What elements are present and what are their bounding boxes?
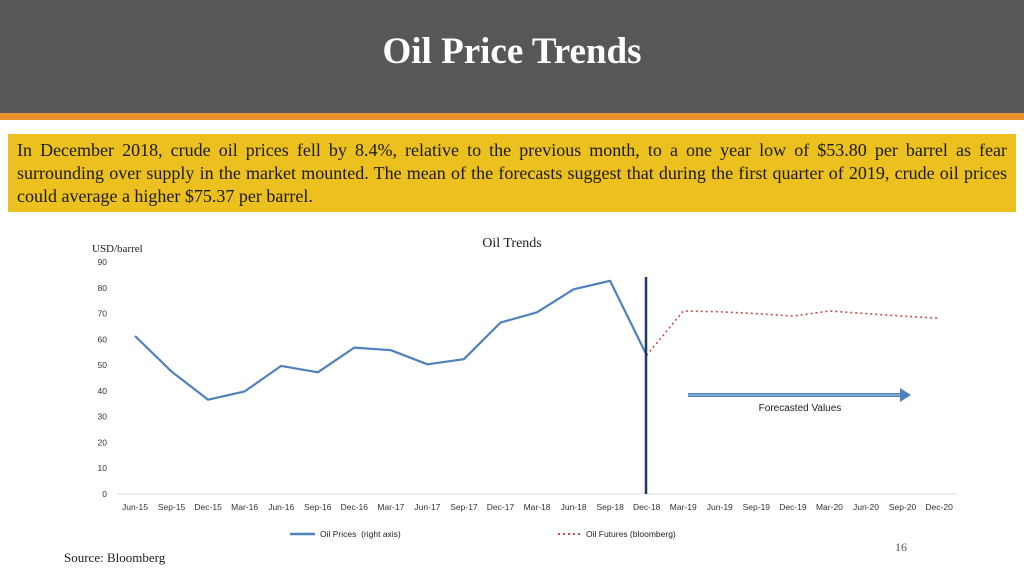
source-note: Source: Bloomberg <box>64 550 166 565</box>
series-line-oil-prices <box>135 281 647 400</box>
x-tick-label: Sep-18 <box>596 502 624 512</box>
x-tick-label: Dec-19 <box>779 502 807 512</box>
x-tick-label: Jun-17 <box>414 502 441 512</box>
x-tick-label: Mar-16 <box>231 502 259 512</box>
x-tick-label: Dec-15 <box>194 502 222 512</box>
summary-text: In December 2018, crude oil prices fell by 8.4%, relative to the previous month, to a one year low of $53.80 per barrel as fear surrounding over supply in the market mounted. The mean of the forecasts suggest that during the first quarter of 2019, crude oil prices could average a higher $75.37 per barrel. <box>17 140 1007 206</box>
y-tick-label: 50 <box>97 360 107 371</box>
y-tick-label: 30 <box>97 411 107 422</box>
x-tick-label: Sep-19 <box>742 502 771 512</box>
x-tick-label: Jun-19 <box>706 502 733 512</box>
oil-trends-chart <box>0 225 1024 545</box>
y-tick-label: 60 <box>97 334 107 345</box>
chart-title: Oil Trends <box>482 236 542 251</box>
x-tick-label: Jun-16 <box>268 502 295 512</box>
x-tick-label: Dec-16 <box>340 502 369 512</box>
x-tick-label: Dec-20 <box>925 502 953 512</box>
x-tick-label: Mar-17 <box>377 502 405 512</box>
x-tick-label: Jun-15 <box>122 502 148 512</box>
x-tick-label: Sep-16 <box>304 502 332 512</box>
x-tick-label: Sep-17 <box>450 502 478 512</box>
legend-label-oil-prices: Oil Prices (right axis) <box>320 529 401 539</box>
x-tick-label: Sep-15 <box>157 502 186 512</box>
page-number: 16 <box>895 540 907 554</box>
y-tick-label: 10 <box>97 463 107 474</box>
y-axis-label: USD/barrel <box>92 243 143 255</box>
y-tick-label: 70 <box>97 308 107 319</box>
x-tick-label: Jun-20 <box>853 502 879 512</box>
y-tick-label: 40 <box>97 385 107 396</box>
y-tick-label: 90 <box>97 257 107 267</box>
x-tick-label: Sep-20 <box>888 502 917 512</box>
x-tick-label: Mar-19 <box>669 502 697 512</box>
forecast-label: Forecasted Values <box>758 403 842 414</box>
legend <box>290 529 676 539</box>
y-tick-label: 80 <box>97 282 107 293</box>
x-tick-label: Mar-20 <box>815 502 843 512</box>
y-tick-label: 0 <box>102 489 107 499</box>
forecast-arrow <box>688 388 911 402</box>
x-tick-label: Dec-18 <box>632 502 661 512</box>
summary-callout <box>8 134 1016 212</box>
x-tick-label: Dec-17 <box>486 502 515 512</box>
x-tick-label: Mar-18 <box>523 502 551 512</box>
accent-line <box>0 113 1024 120</box>
legend-label-oil-futures: Oil Futures (bloomberg) <box>586 529 676 539</box>
y-tick-label: 20 <box>97 437 107 448</box>
series-line-oil-futures <box>647 311 939 355</box>
x-tick-label: Jun-18 <box>560 502 587 512</box>
page-title: Oil Price Trends <box>382 31 642 72</box>
